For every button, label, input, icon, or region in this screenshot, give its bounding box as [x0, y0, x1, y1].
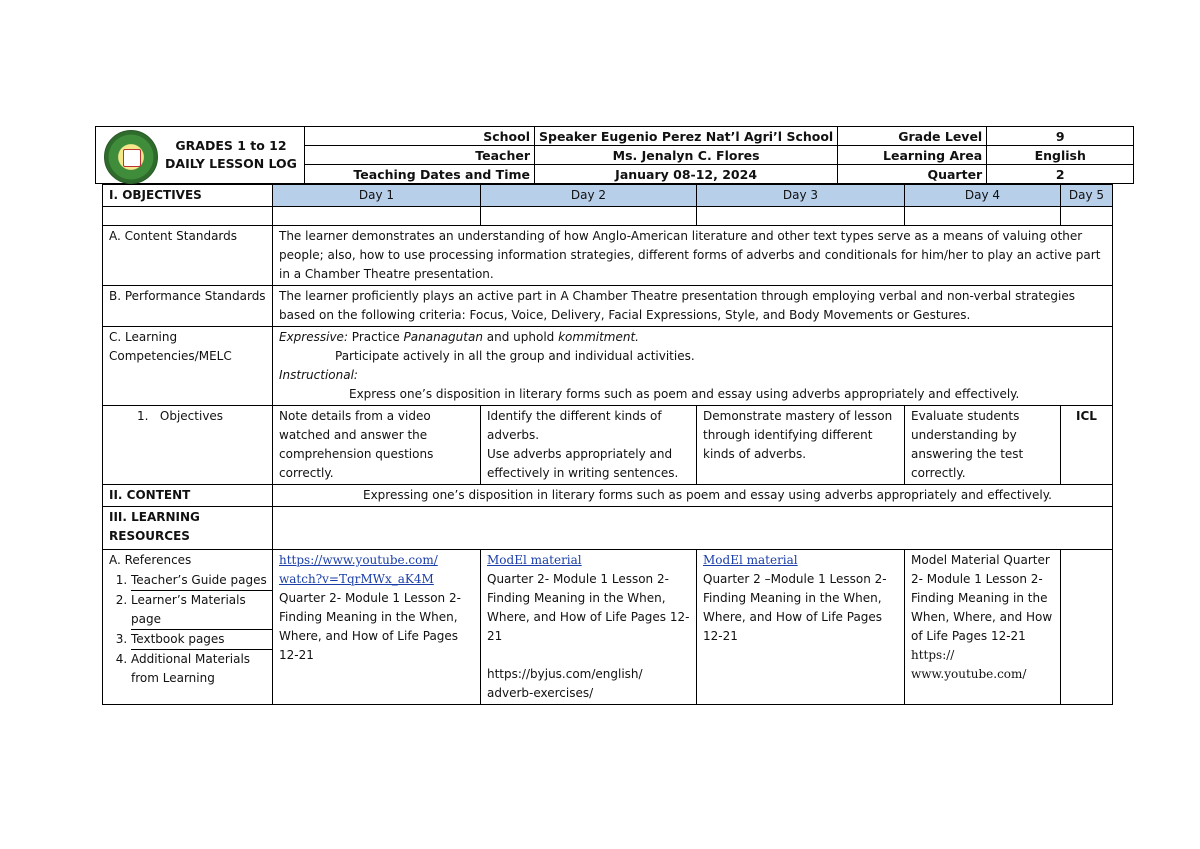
content-standards-label: A. Content Standards [103, 226, 273, 286]
log-title: DAILY LESSON LOG [165, 156, 297, 171]
reference-day-1 [273, 550, 481, 705]
day-4-header: Day 4 [905, 185, 1061, 207]
objectives-label: 1. Objectives [103, 406, 273, 485]
content-standards-text: The learner demonstrates an understanding of how Anglo-American literature and other text types serve as a means of valuing other people; also, how to use processing information strategies, different forms of adverbs and conditionals for him/her to play an active part in a Chamber Theatre presentation. [273, 226, 1113, 286]
header-title-cell [96, 127, 305, 184]
instructional-text: Express one’s disposition in literary forms such as poem and essay using adverbs appropriately and effectively. [349, 387, 1020, 401]
blank-cell [1061, 207, 1113, 226]
reference-item: 3. Textbook pages [131, 629, 272, 649]
learning-area-value: English [987, 146, 1134, 165]
blank-cell [103, 207, 273, 226]
reference-item: 1. Teacher’s Guide pages [131, 571, 272, 590]
reference-day-3 [697, 550, 905, 705]
participate-line: Participate actively in all the group and individual activities. [335, 349, 695, 363]
blank-cell [481, 207, 697, 226]
instructional-label: Instructional: [279, 368, 358, 382]
grade-level-value: 9 [987, 127, 1134, 146]
learning-area-label: Learning Area [838, 146, 987, 165]
reference-item: 2. Learner’s Materials page [131, 590, 272, 629]
teacher-value: Ms. Jenalyn C. Flores [535, 146, 838, 165]
byjus-url: https://byjus.com/english/ adverb-exercises/ [487, 667, 643, 700]
objectives-heading: I. OBJECTIVES [103, 185, 273, 207]
reference-day-5 [1061, 550, 1113, 705]
content-text: Expressing one’s disposition in literary forms such as poem and essay using adverbs appropriately and effectively. [273, 485, 1113, 507]
objectives-label-text: Objectives [159, 409, 224, 423]
performance-standards-text: The learner proficiently plays an active part in A Chamber Theatre presentation through employing verbal and non-verbal strategies based on the following criteria: Focus, Voice, Delivery, Facial Expressions, Style, and Body Movements or Gestures. [273, 286, 1113, 327]
reference-day-2-text: Quarter 2- Module 1 Lesson 2- Finding Meaning in the When, Where, and How of Life Pages 12-21 [487, 572, 690, 643]
expressive-line [279, 328, 1106, 347]
blank-cell [273, 207, 481, 226]
objective-day-1: Note details from a video watched and answer the comprehension questions correctly. [273, 406, 481, 485]
resources-blank [273, 507, 1113, 550]
grades-title: GRADES 1 to 12 [175, 138, 287, 153]
references-cell [103, 550, 273, 705]
content-label: II. CONTENT [103, 485, 273, 507]
objective-day-2 [481, 406, 697, 485]
lesson-log-table [102, 184, 1113, 705]
grade-level-label: Grade Level [838, 127, 987, 146]
quarter-label: Quarter [838, 165, 987, 184]
performance-standards-label: B. Performance Standards [103, 286, 273, 327]
model-material-link[interactable]: ModEl material [703, 553, 798, 567]
model-material-link[interactable]: ModEl material [487, 553, 582, 567]
reference-day-1-text: Quarter 2- Module 1 Lesson 2- Finding Meaning in the When, Where, and How of Life Pages 12-21 [279, 591, 461, 662]
day-5-header: Day 5 [1061, 185, 1113, 207]
school-value: Speaker Eugenio Perez Nat’l Agri’l School [535, 127, 838, 146]
competencies-label: C. Learning Competencies/MELC [103, 327, 273, 406]
expressive-mid: and uphold [482, 330, 559, 344]
school-seal-logo [104, 130, 158, 184]
objective-day-3: Demonstrate mastery of lesson through identifying different kinds of adverbs. [697, 406, 905, 485]
day-2-header: Day 2 [481, 185, 697, 207]
dates-value: January 08-12, 2024 [535, 165, 838, 184]
objective-day-4: Evaluate students understanding by answering the test correctly. [905, 406, 1061, 485]
reference-item: 4. Additional Materials from Learning [131, 649, 272, 688]
dates-label: Teaching Dates and Time [305, 165, 535, 184]
lesson-log-header [95, 126, 1134, 184]
expressive-word2: kommitment. [558, 330, 639, 344]
reference-day-4-text: Model Material Quarter 2- Module 1 Lesson 2- Finding Meaning in the When, Where, and How of Life Pages 12-21 [911, 553, 1053, 643]
youtube-url: https:// www.youtube.com/ [911, 648, 1027, 681]
blank-cell [697, 207, 905, 226]
reference-day-4 [905, 550, 1061, 705]
teacher-label: Teacher [305, 146, 535, 165]
reference-day-2 [481, 550, 697, 705]
competencies-text [273, 327, 1113, 406]
references-list [103, 571, 272, 688]
objective-day-2a: Identify the different kinds of adverbs. [487, 409, 662, 442]
references-label: A. References [109, 553, 192, 567]
objective-day-2b: Use adverbs appropriately and effectively in writing sentences. [487, 447, 679, 480]
expressive-label: Expressive: [279, 330, 348, 344]
school-label: School [305, 127, 535, 146]
expressive-word1: Pananagutan [403, 330, 483, 344]
youtube-link[interactable]: https://www.youtube.com/ watch?v=TqrMWx_aK4M [279, 553, 438, 586]
objective-day-5: ICL [1061, 406, 1113, 485]
day-1-header: Day 1 [273, 185, 481, 207]
quarter-value: 2 [987, 165, 1134, 184]
expressive-pre: Practice [347, 330, 404, 344]
day-3-header: Day 3 [697, 185, 905, 207]
resources-label: III. LEARNING RESOURCES [103, 507, 273, 550]
blank-cell [905, 207, 1061, 226]
reference-day-3-text: Quarter 2 –Module 1 Lesson 2- Finding Meaning in the When, Where, and How of Life Pages 12-21 [703, 572, 887, 643]
